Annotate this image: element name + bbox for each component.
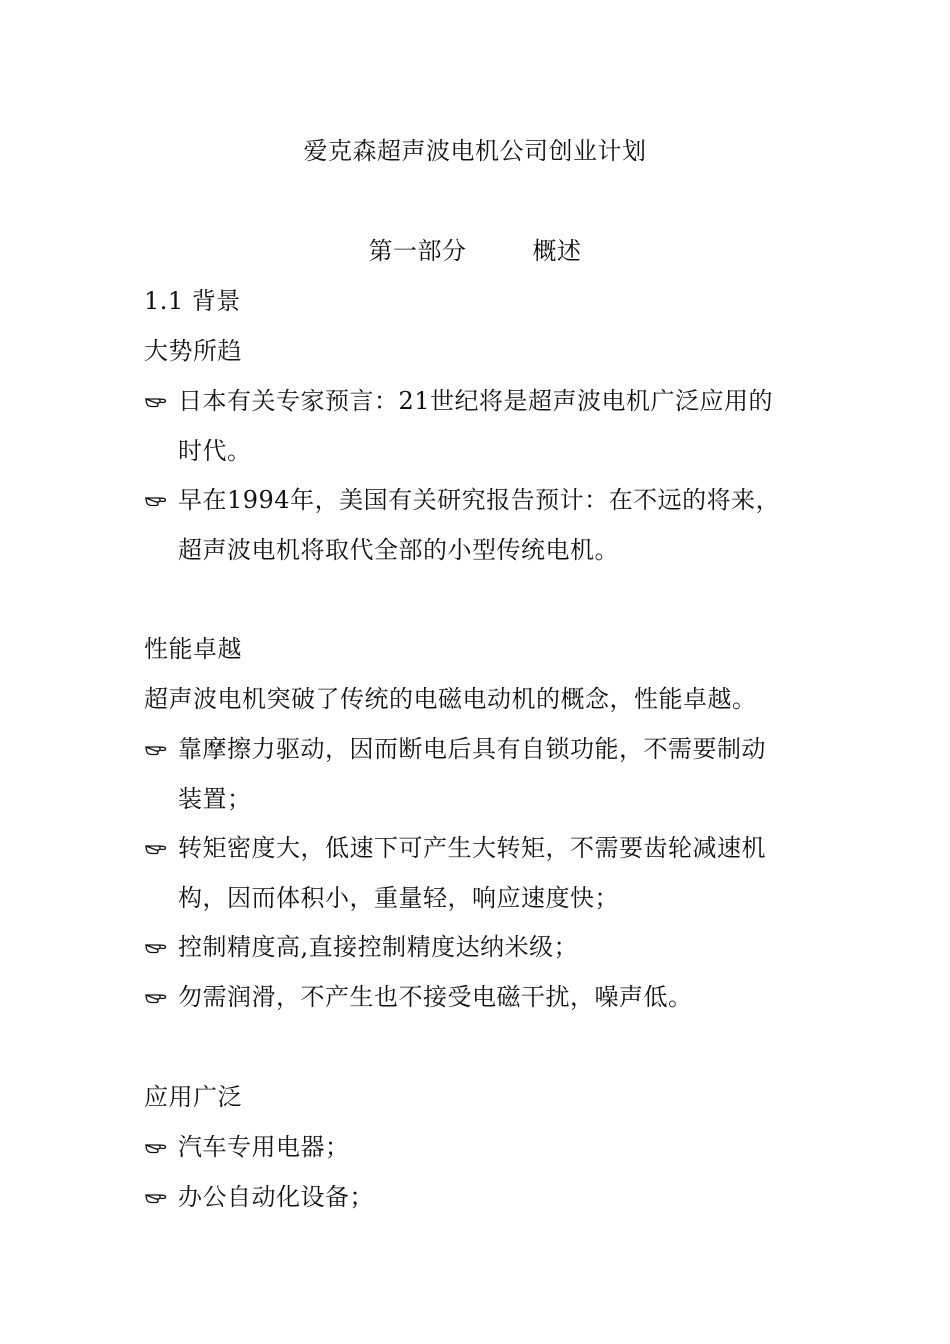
pointing-hand-icon: [144, 488, 168, 512]
bullet-text: 勿需润滑，不产生也不接受电磁干扰，噪声低。: [178, 983, 693, 1011]
subsection-heading: 大势所趋: [144, 337, 242, 365]
pointing-hand-icon: [144, 737, 168, 761]
bullet-text: 汽车专用电器；: [178, 1133, 350, 1161]
bullet-text: 转矩密度大，低速下可产生大转矩，不需要齿轮减速机: [178, 834, 766, 862]
part-heading: [0, 236, 950, 266]
bullet-text: 靠摩擦力驱动，因而断电后具有自锁功能，不需要制动: [178, 735, 766, 763]
part-number: 第一部分: [368, 237, 467, 265]
subsection-heading: 应用广泛: [144, 1083, 242, 1111]
document-title: 爱克森超声波电机公司创业计划: [303, 137, 647, 165]
bullet-text-continuation: 超声波电机将取代全部的小型传统电机。: [178, 536, 619, 564]
bullet-text-continuation: 时代。: [178, 437, 252, 465]
pointing-hand-icon: [144, 836, 168, 860]
pointing-hand-icon: [144, 1135, 168, 1159]
part-title: 概述: [532, 237, 582, 265]
section-heading: 1.1 背景: [144, 287, 241, 315]
subsection-heading: 性能卓越: [144, 635, 242, 663]
pointing-hand-icon: [144, 985, 168, 1009]
bullet-text: 早在1994年，美国有关研究报告预计：在不远的将来，: [178, 486, 781, 514]
subsection-intro: 超声波电机突破了传统的电磁电动机的概念，性能卓越。: [144, 685, 757, 713]
bullet-text-continuation: 装置；: [178, 785, 252, 813]
pointing-hand-icon: [144, 389, 168, 413]
bullet-text: 日本有关专家预言：21世纪将是超声波电机广泛应用的: [178, 387, 774, 415]
bullet-text-continuation: 构，因而体积小，重量轻，响应速度快；: [178, 884, 619, 912]
pointing-hand-icon: [144, 935, 168, 959]
pointing-hand-icon: [144, 1185, 168, 1209]
bullet-text: 办公自动化设备；: [178, 1183, 374, 1211]
bullet-text: 控制精度高,直接控制精度达纳米级；: [178, 933, 579, 961]
